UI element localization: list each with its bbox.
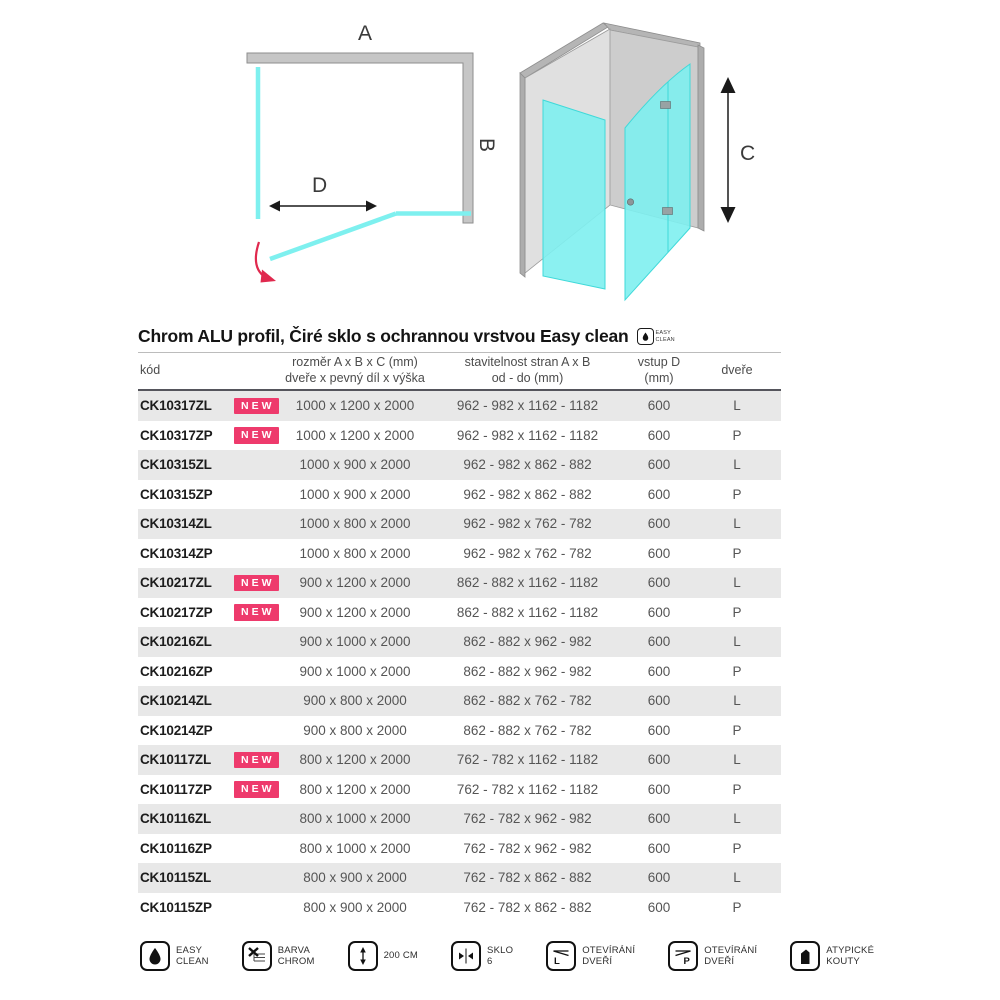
dimension-label-c: C	[740, 142, 756, 165]
row-code: CK10315ZL	[140, 457, 212, 473]
glass-thickness-icon	[451, 941, 481, 971]
table-row	[138, 568, 781, 598]
row-entry: 600	[647, 870, 671, 886]
dimension-label-b: B	[475, 138, 498, 153]
row-entry: 600	[647, 427, 671, 443]
header-code: kód	[140, 363, 161, 378]
row-door: P	[732, 722, 742, 738]
row-door: L	[733, 575, 741, 591]
row-door: P	[732, 781, 742, 797]
row-dimensions: 800 x 1200 x 2000	[299, 781, 411, 797]
height-arrow-icon	[348, 941, 378, 971]
legend-item-door-right: P OTEVÍRÁNÍ DVEŘÍ	[668, 941, 757, 971]
row-adjustability: 762 - 782 x 1162 - 1182	[456, 781, 599, 797]
row-adjustability: 962 - 982 x 862 - 882	[463, 486, 592, 502]
row-code: CK10214ZP	[140, 722, 213, 738]
new-badge: NEW	[234, 398, 279, 415]
row-door: P	[732, 899, 742, 915]
row-door: L	[733, 634, 741, 650]
legend-item-door-left: L OTEVÍRÁNÍ DVEŘÍ	[546, 941, 635, 971]
iso-3d-diagram	[500, 0, 800, 330]
row-adjustability: 762 - 782 x 1162 - 1182	[456, 752, 599, 768]
row-dimensions: 1000 x 900 x 2000	[299, 486, 411, 502]
table-row	[138, 598, 781, 628]
table-row	[138, 893, 781, 923]
dimension-label-a: A	[358, 22, 373, 45]
door-swing-arrow	[256, 242, 276, 283]
row-adjustability: 762 - 782 x 962 - 982	[463, 811, 592, 827]
door-opening-right-icon	[668, 941, 698, 971]
row-code: CK10315ZP	[140, 486, 213, 502]
row-entry: 600	[647, 693, 671, 709]
new-badge: NEW	[234, 604, 279, 621]
row-adjustability: 762 - 782 x 962 - 982	[463, 840, 592, 856]
table-row	[138, 745, 781, 775]
row-adjustability: 962 - 982 x 762 - 782	[463, 545, 592, 561]
row-entry: 600	[647, 840, 671, 856]
header-dimensions: rozměr A x B x C (mm) dveře x pevný díl x výška	[285, 355, 425, 385]
row-adjustability: 862 - 882 x 762 - 782	[463, 722, 592, 738]
row-door: P	[732, 604, 742, 620]
row-door: P	[732, 545, 742, 561]
row-door: P	[732, 486, 742, 502]
row-dimensions: 1000 x 1200 x 2000	[295, 427, 415, 443]
table-row	[138, 804, 781, 834]
row-entry: 600	[647, 604, 671, 620]
header-door: dveře	[721, 363, 753, 378]
row-door: L	[733, 457, 741, 473]
row-adjustability: 862 - 882 x 962 - 982	[463, 663, 592, 679]
row-entry: 600	[647, 457, 671, 473]
row-adjustability: 762 - 782 x 862 - 882	[463, 870, 592, 886]
chrome-color-icon	[242, 941, 272, 971]
easy-clean-text-2: CLEAN	[655, 336, 675, 343]
row-code: CK10115ZL	[140, 870, 211, 886]
new-badge: NEW	[234, 427, 279, 444]
dimension-label-d: D	[312, 174, 328, 197]
table-row	[138, 863, 781, 893]
row-code: CK10216ZP	[140, 663, 213, 679]
table-row	[138, 391, 781, 421]
row-entry: 600	[647, 722, 671, 738]
row-dimensions: 900 x 1000 x 2000	[299, 634, 411, 650]
header-adjustability: stavitelnost stran A x B od - do (mm)	[464, 355, 591, 385]
row-dimensions: 800 x 900 x 2000	[303, 870, 407, 886]
row-entry: 600	[647, 663, 671, 679]
row-dimensions: 800 x 1000 x 2000	[299, 840, 411, 856]
easy-clean-icon	[140, 941, 170, 971]
row-code: CK10317ZP	[140, 427, 213, 443]
row-code: CK10217ZL	[140, 575, 212, 591]
row-entry: 600	[647, 781, 671, 797]
row-entry: 600	[647, 634, 671, 650]
legend-item-easy-clean: EASY CLEAN	[140, 941, 209, 971]
row-door: P	[732, 663, 742, 679]
door-opening-left-icon	[546, 941, 576, 971]
table-row	[138, 480, 781, 510]
table-row	[138, 509, 781, 539]
row-dimensions: 800 x 900 x 2000	[303, 899, 407, 915]
row-dimensions: 1000 x 800 x 2000	[299, 545, 411, 561]
row-door: L	[733, 398, 741, 414]
row-adjustability: 862 - 882 x 762 - 782	[463, 693, 592, 709]
row-door: P	[732, 427, 742, 443]
row-dimensions: 800 x 1000 x 2000	[299, 811, 411, 827]
door-hinge-bottom	[663, 208, 673, 215]
row-dimensions: 900 x 1000 x 2000	[299, 663, 411, 679]
door-hinge-top	[661, 102, 671, 109]
table-header	[138, 352, 781, 391]
legend-item-barva-chrom: BARVA CHROM	[242, 941, 315, 971]
row-code: CK10217ZP	[140, 604, 213, 620]
easy-clean-text-1: EASY	[655, 330, 671, 337]
icon-legend	[140, 941, 907, 971]
new-badge: NEW	[234, 781, 279, 798]
row-dimensions: 900 x 800 x 2000	[303, 722, 407, 738]
row-adjustability: 962 - 982 x 1162 - 1182	[456, 427, 599, 443]
row-door: L	[733, 516, 741, 532]
new-badge: NEW	[234, 752, 279, 769]
row-dimensions: 900 x 1200 x 2000	[299, 575, 411, 591]
row-adjustability: 962 - 982 x 762 - 782	[463, 516, 592, 532]
wall-corner-shape	[247, 53, 473, 223]
dimension-arrow-d	[269, 201, 377, 212]
row-adjustability: 862 - 882 x 1162 - 1182	[456, 604, 599, 620]
row-code: CK10115ZP	[140, 899, 212, 915]
row-dimensions: 900 x 1200 x 2000	[299, 604, 411, 620]
easy-clean-droplet-icon	[637, 328, 654, 345]
row-door: L	[733, 870, 741, 886]
row-code: CK10314ZP	[140, 545, 213, 561]
row-code: CK10117ZP	[140, 781, 212, 797]
atypical-corners-icon	[790, 941, 820, 971]
row-door: L	[733, 752, 741, 768]
table-row	[138, 686, 781, 716]
row-entry: 600	[647, 516, 671, 532]
fixed-glass-panel-3d	[543, 100, 605, 289]
row-adjustability: 862 - 882 x 1162 - 1182	[456, 575, 599, 591]
page-title: Chrom ALU profil, Čiré sklo s ochrannou vrstvou Easy clean	[138, 326, 629, 346]
row-door: L	[733, 693, 741, 709]
table-row	[138, 775, 781, 805]
product-table	[138, 352, 781, 922]
table-row	[138, 716, 781, 746]
row-adjustability: 762 - 782 x 862 - 882	[463, 899, 592, 915]
row-dimensions: 800 x 1200 x 2000	[299, 752, 411, 768]
row-entry: 600	[647, 486, 671, 502]
row-code: CK10317ZL	[140, 398, 212, 414]
row-entry: 600	[647, 575, 671, 591]
header-entry: vstup D (mm)	[637, 355, 681, 385]
easy-clean-mini-badge	[637, 328, 675, 345]
legend-item-atypical: ATYPICKÉ KOUTY	[790, 941, 874, 971]
row-code: CK10117ZL	[140, 752, 211, 768]
row-dimensions: 1000 x 800 x 2000	[299, 516, 411, 532]
open-door-glass	[270, 214, 396, 260]
new-badge: NEW	[234, 575, 279, 592]
row-dimensions: 900 x 800 x 2000	[303, 693, 407, 709]
row-code: CK10116ZP	[140, 840, 212, 856]
svg-text:L: L	[554, 956, 561, 967]
legend-item-sklo: SKLO 6	[451, 941, 513, 971]
row-code: CK10216ZL	[140, 634, 212, 650]
row-adjustability: 862 - 882 x 962 - 982	[463, 634, 592, 650]
row-door: P	[732, 840, 742, 856]
row-entry: 600	[647, 899, 671, 915]
table-row	[138, 421, 781, 451]
row-entry: 600	[647, 811, 671, 827]
row-code: CK10314ZL	[140, 516, 212, 532]
row-adjustability: 962 - 982 x 1162 - 1182	[456, 398, 599, 414]
row-door: L	[733, 811, 741, 827]
row-dimensions: 1000 x 1200 x 2000	[295, 398, 415, 414]
door-knob	[627, 199, 633, 205]
row-entry: 600	[647, 398, 671, 414]
dimension-arrow-c	[721, 77, 736, 223]
table-row	[138, 450, 781, 480]
row-entry: 600	[647, 545, 671, 561]
table-row	[138, 627, 781, 657]
row-code: CK10116ZL	[140, 811, 211, 827]
table-body	[138, 391, 781, 922]
table-row	[138, 834, 781, 864]
row-adjustability: 962 - 982 x 862 - 882	[463, 457, 592, 473]
section-title-row	[138, 326, 675, 347]
table-row	[138, 657, 781, 687]
row-dimensions: 1000 x 900 x 2000	[299, 457, 411, 473]
row-code: CK10214ZL	[140, 693, 212, 709]
legend-item-height: 200 CM	[348, 941, 418, 971]
table-row	[138, 539, 781, 569]
svg-text:P: P	[683, 956, 691, 967]
row-entry: 600	[647, 752, 671, 768]
